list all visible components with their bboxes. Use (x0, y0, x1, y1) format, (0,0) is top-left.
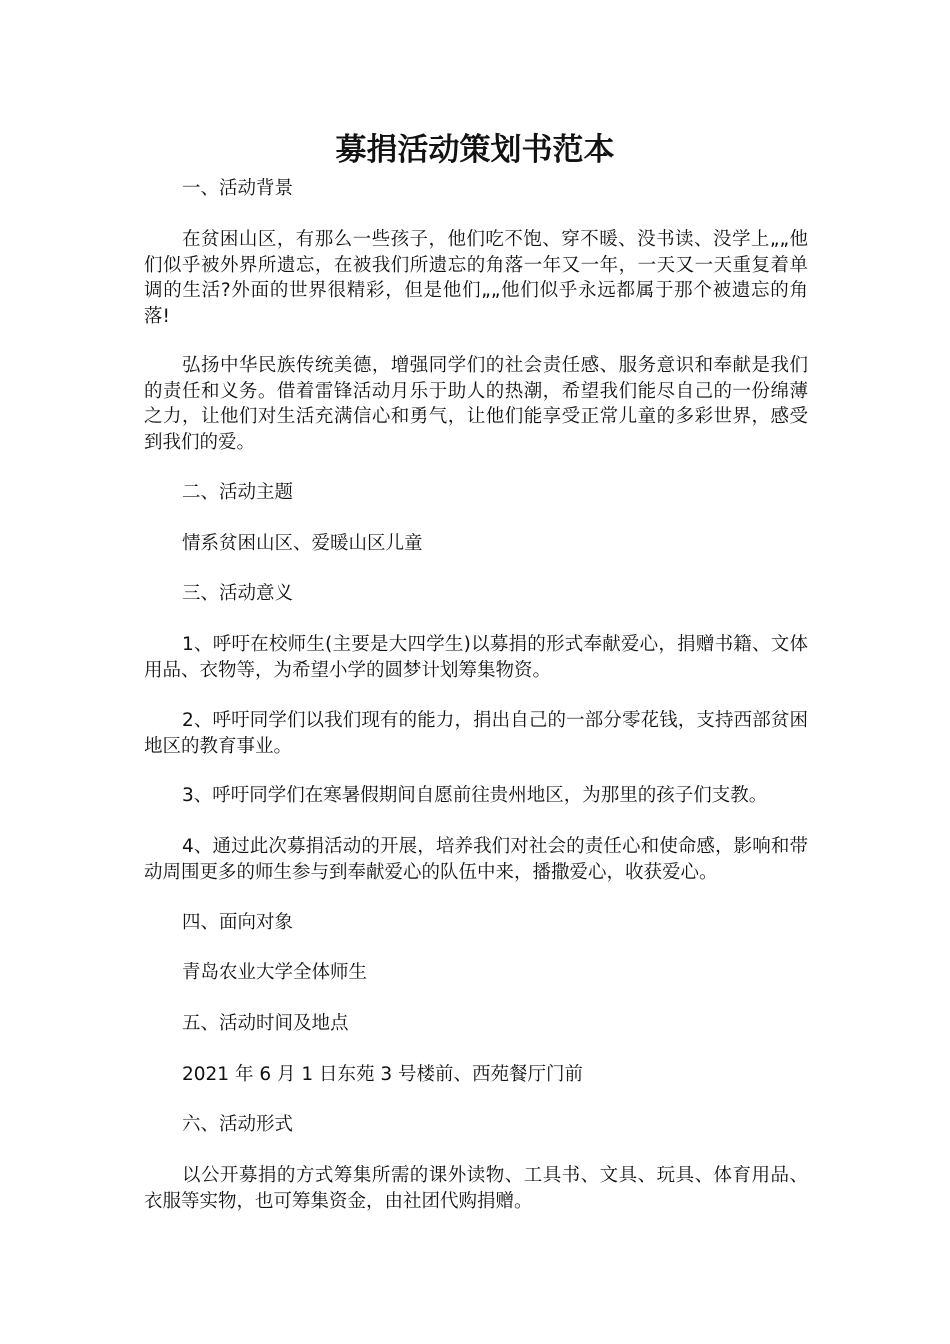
paragraph-significance-2: 2、呼吁同学们以我们现有的能力，捐出自己的一部分零花钱，支持西部贫困地区的教育事业。 (144, 710, 808, 757)
paragraph-format: 以公开募捐的方式筹集所需的课外读物、工具书、文具、玩具、体育用品、衣服等实物，也可筹集资金，由社团代购捐赠。 (144, 1165, 808, 1212)
paragraph-significance-4: 4、通过此次募捐活动的开展，培养我们对社会的责任心和使命感，影响和带动周围更多的师生参与到奉献爱心的队伍中来，播撒爱心，收获爱心。 (144, 836, 808, 883)
document-title: 募捐活动策划书范本 (335, 132, 615, 168)
paragraph-background-1: 在贫困山区，有那么一些孩子，他们吃不饱、穿不暖、没书读、没学上„„他们似乎被外界所遗忘，在被我们所遗忘的角落一年又一年，一天又一天重复着单调的生活?外面的世界很精彩，但是他们„„他们似乎永远都属于那个被遗忘的角落! (144, 229, 808, 327)
section-heading-significance: 三、活动意义 (182, 583, 294, 604)
section-heading-audience: 四、面向对象 (182, 912, 294, 933)
section-heading-format: 六、活动形式 (182, 1114, 294, 1135)
section-heading-theme: 二、活动主题 (182, 482, 294, 503)
paragraph-background-2: 弘扬中华民族传统美德，增强同学们的社会责任感、服务意识和奉献是我们的责任和义务。借着雷锋活动月乐于助人的热潮，希望我们能尽自己的一份绵薄之力，让他们对生活充满信心和勇气，让他们能享受正常儿童的多彩世界，感受到我们的爱。 (144, 355, 808, 453)
paragraph-theme: 情系贫困山区、爱暖山区儿童 (182, 533, 423, 554)
section-heading-time-place: 五、活动时间及地点 (182, 1013, 349, 1034)
section-heading-background: 一、活动背景 (182, 178, 294, 199)
paragraph-time-place: 2021 年 6 月 1 日东苑 3 号楼前、西苑餐厅门前 (182, 1064, 584, 1085)
paragraph-significance-1: 1、呼吁在校师生(主要是大四学生)以募捐的形式奉献爱心，捐赠书籍、文体用品、衣物等，为希望小学的圆梦计划筹集物资。 (144, 634, 808, 681)
paragraph-significance-3: 3、呼吁同学们在寒暑假期间自愿前往贵州地区，为那里的孩子们支教。 (182, 785, 768, 806)
paragraph-audience: 青岛农业大学全体师生 (182, 962, 368, 983)
